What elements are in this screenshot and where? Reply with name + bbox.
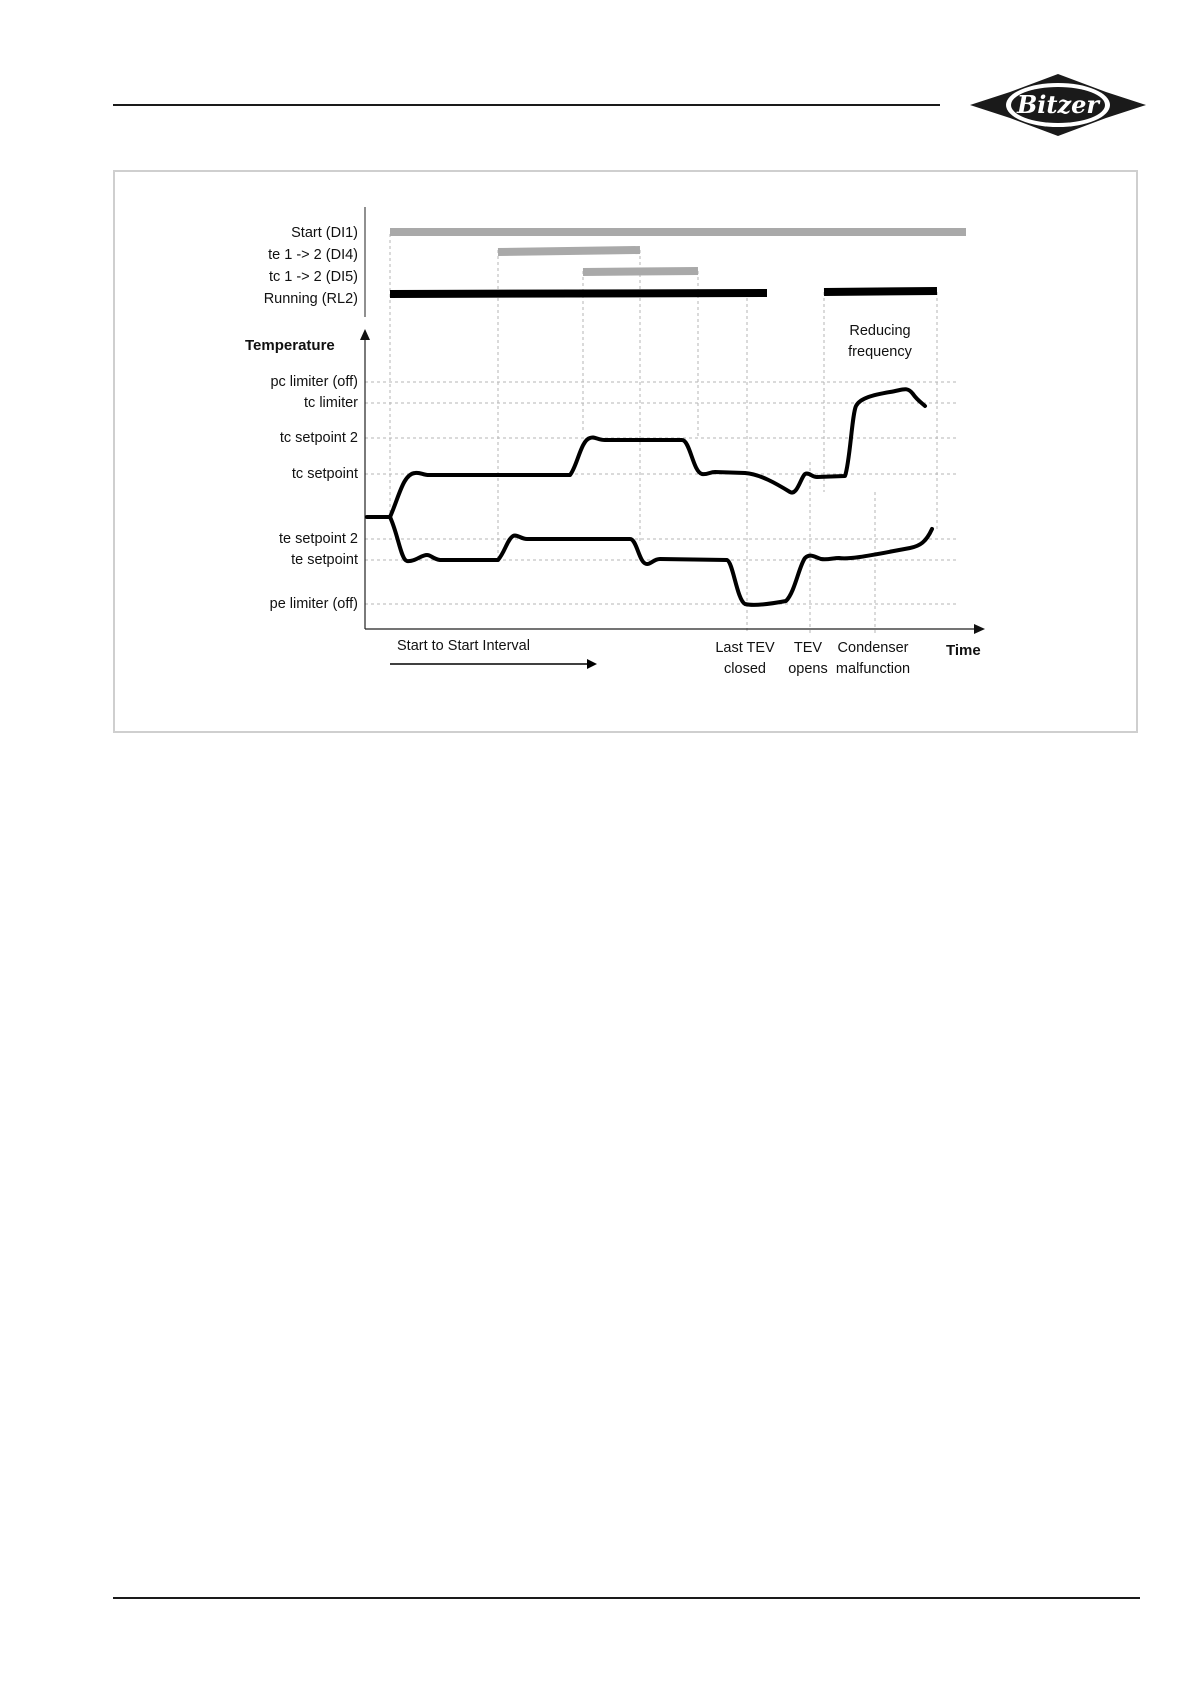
level-guides	[365, 382, 958, 604]
y-axis-arrow	[360, 329, 370, 340]
logo-text: Bitzer	[1016, 90, 1100, 119]
tc-curve	[367, 389, 925, 517]
bitzer-logo	[970, 72, 1146, 138]
signal-bar-running-1	[390, 293, 767, 294]
signal-label-start: Start (DI1)	[291, 225, 358, 241]
level-label-pc-limiter: pc limiter (off)	[270, 374, 358, 390]
event-tev-opens-line1: TEV	[793, 640, 823, 656]
signal-label-running: Running (RL2)	[263, 291, 358, 307]
figure-frame	[113, 170, 1138, 733]
signal-bars	[390, 232, 966, 294]
event-condenser-line1: Condenser	[837, 640, 909, 656]
interval-arrow-head	[587, 659, 597, 669]
x-axis-title: Time	[946, 642, 981, 659]
header-rule	[113, 104, 940, 106]
svg-text:Reducing: Reducing	[849, 323, 911, 339]
event-condenser-line2: malfunction	[835, 661, 911, 677]
signal-bar-tc	[583, 271, 698, 272]
timing-diagram	[115, 172, 1136, 731]
y-axis-title: Temperature	[245, 337, 335, 354]
signal-label-tc: tc 1 -> 2 (DI5)	[268, 269, 358, 285]
level-label-tc-setpoint: tc setpoint	[291, 466, 358, 482]
te-curve	[390, 517, 932, 605]
level-label-te-setpoint-2: te setpoint 2	[279, 531, 358, 547]
signal-labels	[264, 225, 358, 307]
event-last-tev-line2: closed	[724, 661, 766, 677]
svg-text:frequency: frequency	[848, 344, 912, 360]
level-labels	[270, 374, 359, 612]
signal-bar-running-2	[824, 291, 937, 292]
footer-rule	[113, 1597, 1140, 1599]
x-axis-arrow	[974, 624, 985, 634]
signal-label-te: te 1 -> 2 (DI4)	[268, 247, 358, 263]
level-label-pe-limiter: pe limiter (off)	[269, 596, 358, 612]
event-labels	[715, 640, 910, 677]
event-last-tev-line1: Last TEV	[715, 640, 775, 656]
level-label-tc-setpoint-2: tc setpoint 2	[279, 430, 358, 446]
interval-label: Start to Start Interval	[397, 638, 530, 654]
level-label-tc-limiter: tc limiter	[304, 395, 358, 411]
reducing-frequency-label	[848, 323, 912, 360]
event-tev-opens-line2: opens	[788, 661, 828, 677]
signal-bar-te	[498, 250, 640, 252]
level-label-te-setpoint: te setpoint	[291, 552, 358, 568]
